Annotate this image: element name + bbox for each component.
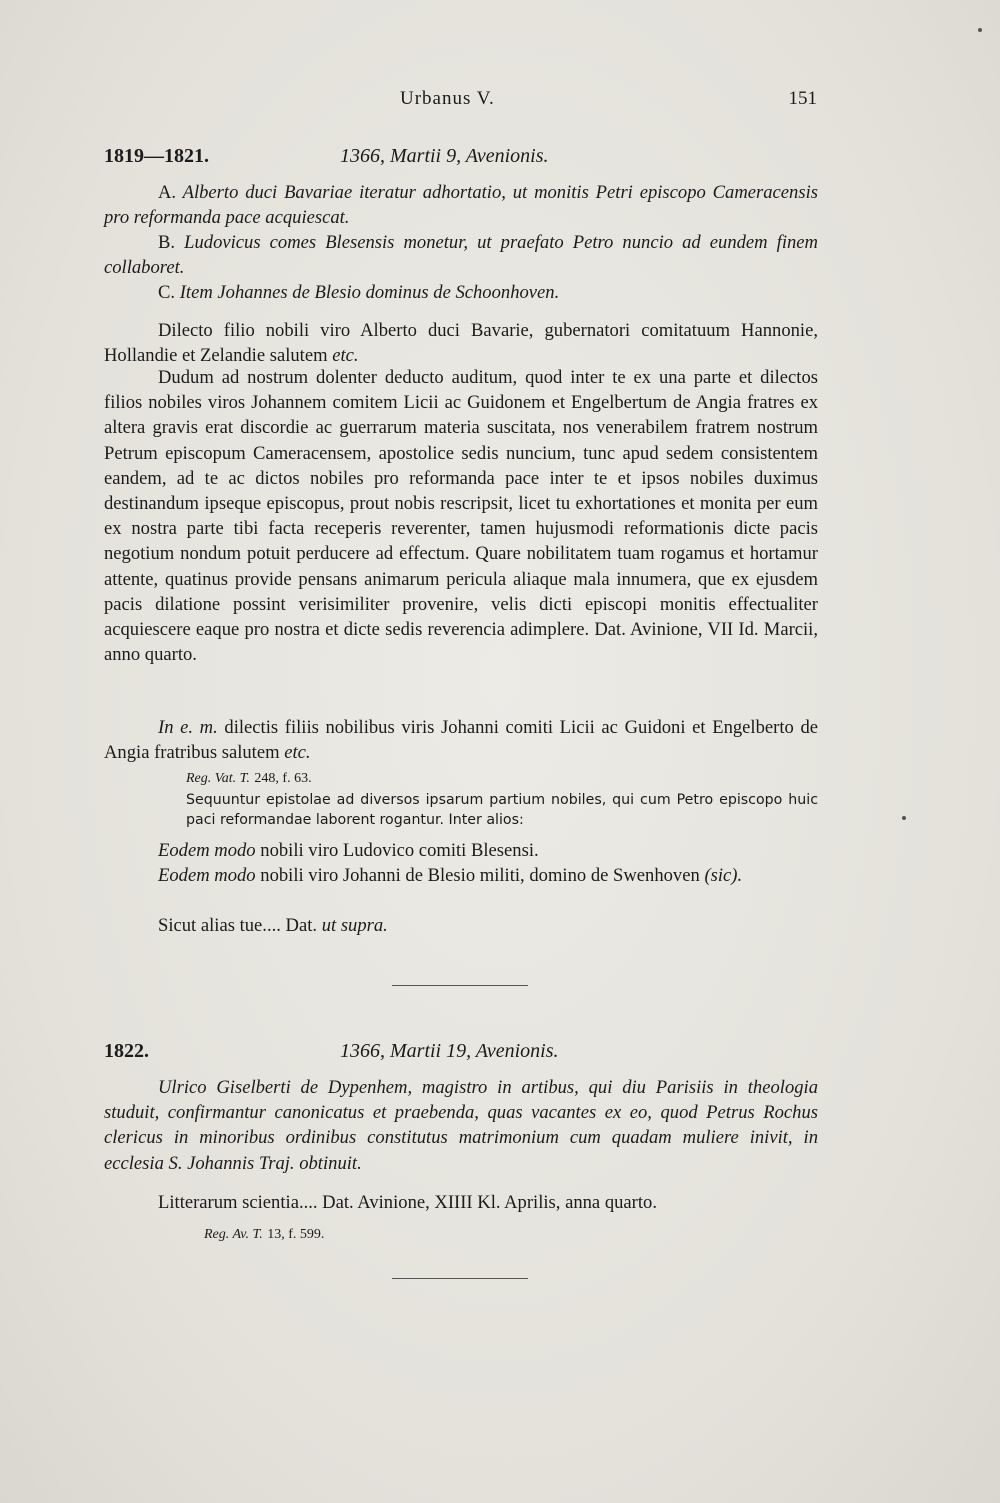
entry-date: 1366, Martii 19, Avenionis. — [340, 1040, 559, 1062]
reference-detail: 13, f. 599. — [267, 1227, 325, 1242]
in-em-etc: etc. — [284, 742, 311, 764]
section-divider — [392, 1278, 528, 1279]
reference-source: Reg. Av. T. — [204, 1227, 263, 1242]
sicut-ut-supra: ut supra. — [321, 915, 388, 936]
entry-date: 1366, Martii 9, Avenionis. — [340, 145, 549, 167]
in-eodem-modo-paragraph — [104, 715, 818, 765]
summary-1822 — [104, 1075, 818, 1176]
summary-c — [104, 280, 818, 305]
page-speck — [902, 816, 906, 820]
summary-text: Item Johannes de Blesio dominus de Schoonhoven. — [179, 282, 560, 303]
summary-text: Ludovicus comes Blesensis monetur, ut praefato Petro nuncio ad eundem finem collaboret. — [104, 232, 818, 279]
eodem-text: nobili viro Johanni de Blesio militi, domino de Swenhoven — [260, 865, 700, 886]
summary-a — [104, 180, 818, 230]
summary-text: Alberto duci Bavariae iteratur adhortatio, ut monitis Petri episcopo Cameracensis pro reformanda pace acquiescat. — [104, 182, 818, 229]
sicut-text: Sicut alias tue.... Dat. — [158, 915, 318, 936]
entry-number: 1822. — [104, 1040, 149, 1062]
eodem-text: nobili viro Ludovico comiti Blesensi. — [260, 840, 539, 861]
in-em-text: dilectis filiis nobilibus viris Johanni comiti Licii ac Guidoni et Engelberto de Angia fratribus salutem — [104, 717, 818, 764]
eodem-modo-2 — [104, 863, 818, 888]
page-speck — [978, 28, 982, 32]
editorial-note: Sequuntur epistolae ad diversos ipsarum partium nobiles, qui cum Petro episcopo huic paci reformandae laborent rogantur. Inter alios: — [186, 792, 818, 828]
address-paragraph — [104, 318, 818, 368]
section-divider — [392, 985, 528, 986]
summary-label: B. — [158, 232, 176, 253]
register-reference — [204, 1224, 324, 1245]
register-reference — [186, 768, 818, 789]
eodem-modo-1 — [158, 838, 818, 863]
eodem-label: Eodem modo — [158, 840, 256, 861]
in-em-label: In e. m. — [158, 717, 218, 738]
running-head-title: Urbanus V. — [400, 88, 495, 109]
reference-detail: 248, f. 63. — [254, 771, 312, 786]
address-text: Dilecto filio nobili viro Alberto duci Bavarie, gubernatori comitatuum Hannonie, Hollandie et Zelandie salutem — [104, 320, 818, 367]
address-etc: etc. — [332, 345, 359, 367]
entry-numbers: 1819—1821. — [104, 145, 209, 167]
sicut-line — [158, 913, 818, 938]
reference-source: Reg. Vat. T. — [186, 771, 250, 786]
body-1822: Litterarum scientia.... Dat. Avinione, XIIII Kl. Aprilis, anna quarto. — [158, 1192, 657, 1213]
eodem-label: Eodem modo — [158, 865, 256, 886]
page-number: 151 — [788, 88, 817, 109]
summary-label: C. — [158, 282, 176, 303]
summary-b — [104, 230, 818, 280]
sic-note: (sic). — [704, 865, 743, 886]
body-paragraph: Dudum ad nostrum dolenter deducto auditum, quod inter te ex una parte et dilectos filios nobiles viros Johannem comitem Licii ac Guidonem et Engelbertum de Angia fratres ex altera gravis erat discordie ac guerrarum materia suscitata, nos venerabilem fratrem nostrum Petrum episcopum Cameracensem, apostolice sedis nuncium, tunc apud sedem consistentem eandem, ad te ac dictos nobiles pro reformanda pace inter te et ipsos nobiles duximus destinandum ipseque episcopus, prout nobis rescripsit, licet tu exhortationes et monita per eum ex nostra parte tibi facta receperis reverenter, tamen hujusmodi reformationis dicte pacis negotium nondum potuit perducere ad effectum. Quare nobilitatem tuam rogamus et hortamur attente, quatinus provide pensans animarum pericula aliaque mala innumera, que ex ejusdem pacis dilatione possint verisimiliter provenire, velis dicti episcopi monitis effectualiter acquiescere eaque pro nostra et dicte sedis reverencia adimplere. Dat. Avinione, VII Id. Marcii, anno quarto. — [104, 367, 818, 666]
summary-label: A. — [158, 182, 177, 203]
summary-text: Ulrico Giselberti de Dypenhem, magistro in artibus, qui diu Parisiis in theologia studuit, confirmantur canonicatus et praebenda, quas vacantes ex eo, quod Petrus Rochus clericus in minoribus ordinibus constitutus matrimonium cum quadam muliere inivit, in ecclesia S. Johannis Traj. obtinuit. — [104, 1077, 818, 1174]
